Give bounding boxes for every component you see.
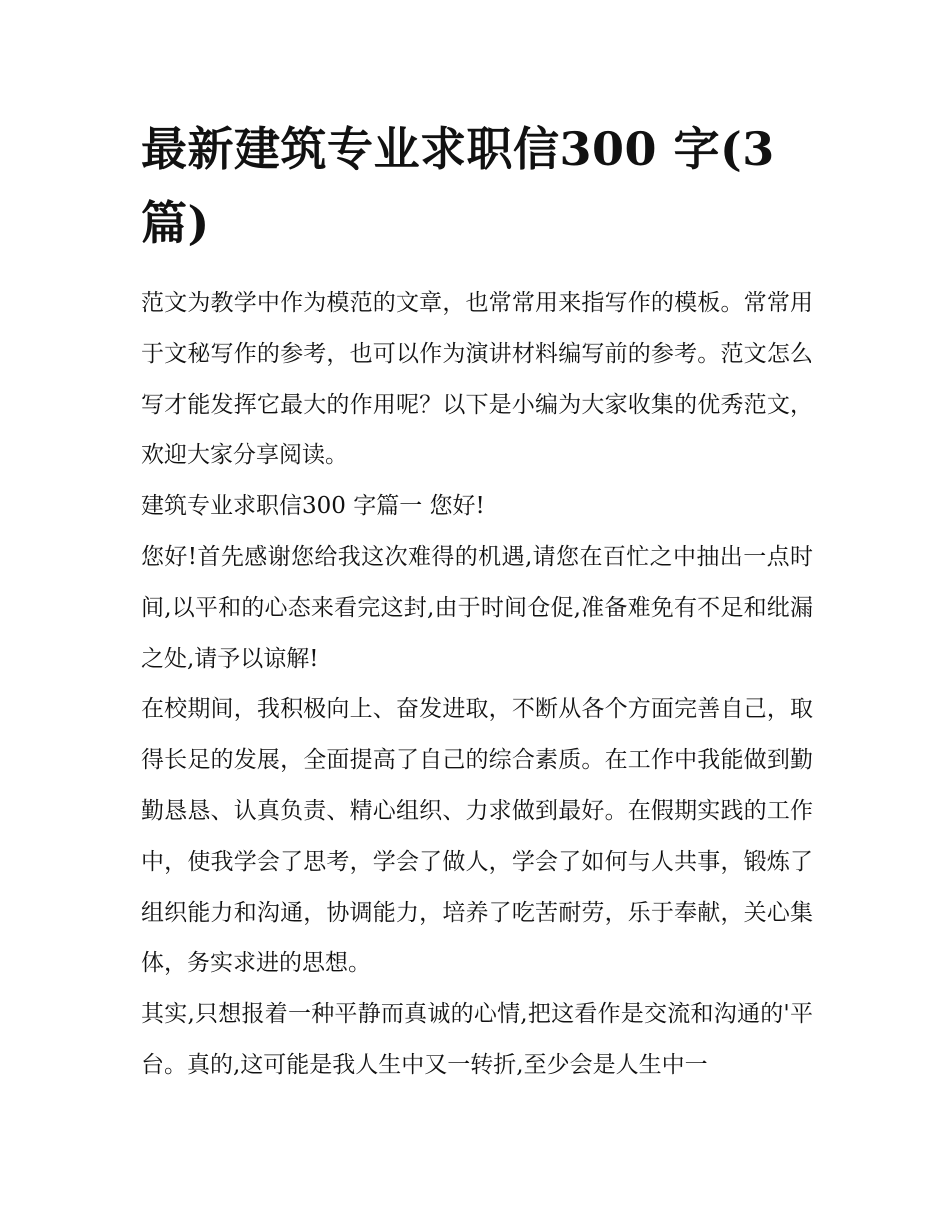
closing-paragraph: 其实,只想报着一种平静而真诚的心情,把这看作是交流和沟通的'平台。真的,这可能是我人生中又一转折,至少会是人生中一 (141, 1001, 813, 1078)
intro-paragraph: 范文为教学中作为模范的文章，也常常用来指写作的模板。常常用于文秘写作的参考，也可以作为演讲材料编写前的参考。范文怎么写才能发挥它最大的作用呢？以下是小编为大家收集的优秀范文，欢迎大家分享阅读。 (141, 290, 813, 469)
school-experience-paragraph: 在校期间，我积极向上、奋发进取，不断从各个方面完善自己，取得长足的发展，全面提高了自己的综合素质。在工作中我能做到勤勤恳恳、认真负责、精心组织、力求做到最好。在假期实践的工作中，使我学会了思考，学会了做人，学会了如何与人共事，锻炼了组织能力和沟通，协调能力，培养了吃苦耐劳，乐于奉献，关心集体，务实求进的思想。 (141, 696, 813, 977)
greeting-paragraph: 您好!首先感谢您给我这次难得的机遇,请您在百忙之中抽出一点时间,以平和的心态来看完这封,由于时间仓促,准备难免有不足和纰漏之处,请予以谅解! (141, 543, 813, 672)
document-body (141, 278, 813, 1091)
document-title: 最新建筑专业求职信300 字(3篇) (141, 122, 775, 250)
section-heading: 建筑专业求职信300 字篇一 您好! (141, 493, 485, 520)
